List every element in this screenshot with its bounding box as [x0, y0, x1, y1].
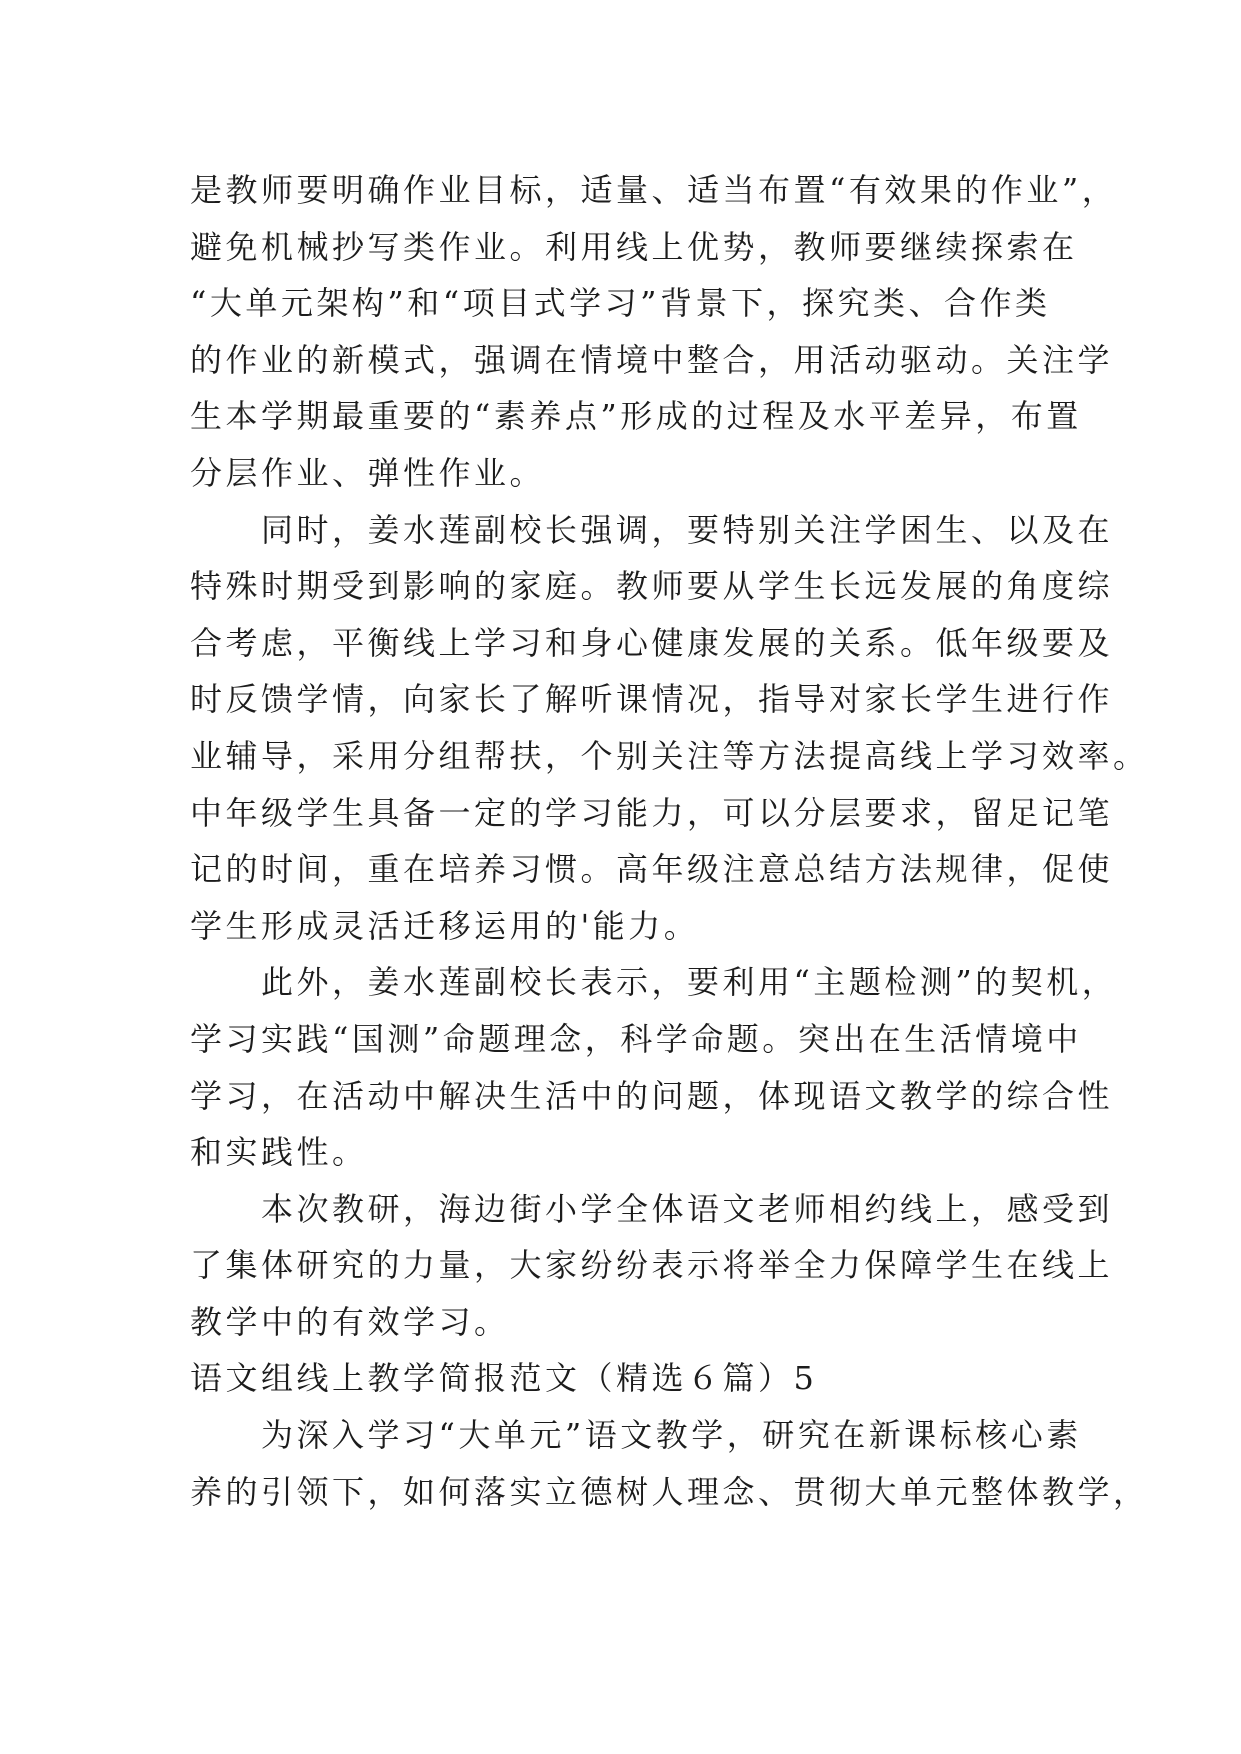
- text-line: 的作业的新模式，强调在情境中整合，用活动驱动。关注学: [190, 340, 1114, 379]
- text-line: 分层作业、弹性作业。: [190, 453, 546, 492]
- text-line: 记的时间，重在培养习惯。高年级注意总结方法规律，促使: [190, 850, 1114, 889]
- document-body: [190, 162, 1149, 1520]
- section-heading: 语文组线上教学简报范文（精选６篇）5: [190, 1359, 818, 1398]
- text-line: 养的引领下，如何落实立德树人理念、贯彻大单元整体教学，: [190, 1472, 1149, 1511]
- text-line: 合考虑，平衡线上学习和身心健康发展的关系。低年级要及: [190, 623, 1114, 662]
- text-line: “大单元架构”和“项目式学习”背景下，探究类、合作类: [190, 284, 1051, 323]
- text-line: 生本学期最重要的“素养点”形成的过程及水平差异，布置: [190, 397, 1082, 436]
- text-line: 和实践性。: [190, 1133, 368, 1172]
- text-line: 同时，姜水莲副校长强调，要特别关注学困生、以及在: [190, 510, 1114, 549]
- text-line: 是教师要明确作业目标，适量、适当布置“有效果的作业”，: [190, 171, 1118, 209]
- text-line: 了集体研究的力量，大家纷纷表示将举全力保障学生在线上: [190, 1246, 1114, 1285]
- text-line: 业辅导，采用分组帮扶，个别关注等方法提高线上学习效率。: [190, 736, 1149, 775]
- text-line: 学生形成灵活迁移运用的'能力。: [190, 906, 700, 945]
- text-line: 时反馈学情，向家长了解听课情况，指导对家长学生进行作: [190, 680, 1114, 719]
- text-line: 教学中的有效学习。: [190, 1302, 510, 1341]
- text-line: 学习，在活动中解决生活中的问题，体现语文教学的综合性: [190, 1076, 1114, 1115]
- text-line: 本次教研，海边街小学全体语文老师相约线上，感受到: [190, 1189, 1114, 1228]
- text-line: 此外，姜水莲副校长表示，要利用“主题检测”的契机，: [190, 963, 1118, 1002]
- text-line: 避免机械抄写类作业。利用线上优势，教师要继续探索在: [190, 227, 1078, 266]
- text-line: 特殊时期受到影响的家庭。教师要从学生长远发展的角度综: [190, 567, 1114, 606]
- text-line: 学习实践“国测”命题理念，科学命题。突出在生活情境中: [190, 1019, 1082, 1058]
- text-line: 为深入学习“大单元”语文教学，研究在新课标核心素: [190, 1416, 1082, 1455]
- text-line: 中年级学生具备一定的学习能力，可以分层要求，留足记笔: [190, 793, 1114, 832]
